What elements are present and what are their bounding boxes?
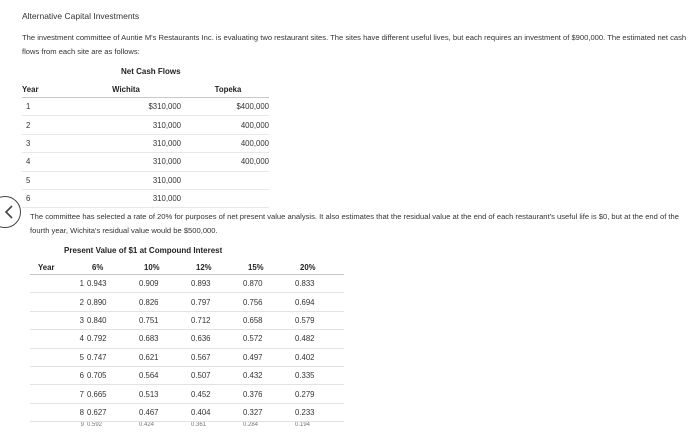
pv-cell-r6: 0.592 (87, 422, 103, 429)
table-row (22, 134, 269, 152)
table-row (30, 275, 344, 293)
pv-cell-r12: 0.507 (188, 366, 240, 384)
pv-header-row (30, 260, 344, 275)
pv-cell-year: 4 (30, 330, 84, 348)
table-row (22, 189, 269, 207)
cf-wichita-cell: 310,000 (71, 189, 181, 207)
cf-year-cell: 5 (22, 171, 71, 189)
table-row (30, 311, 344, 329)
pv-cell-r10: 0.467 (136, 403, 188, 421)
col-year: Year (22, 82, 71, 98)
pv-cell-r12: 0.636 (188, 330, 240, 348)
pv-cell-r6: 0.627 (84, 403, 136, 421)
pv-cell-r20: 0.833 (292, 275, 344, 293)
cash-flows-table (22, 82, 269, 208)
cash-flows-header-row (22, 82, 269, 98)
present-value-table (30, 260, 344, 428)
pv-cell-r6: 0.705 (84, 366, 136, 384)
pv-cell-r20: 0.402 (292, 348, 344, 366)
table-row (30, 366, 344, 384)
pv-cell-r12: 0.567 (188, 348, 240, 366)
pv-cell-r6: 0.890 (84, 293, 136, 311)
pv-cell-year: 7 (30, 385, 84, 403)
pv-cell-r20: 0.233 (292, 403, 344, 421)
cf-topeka-cell: 400,000 (181, 116, 269, 134)
table-row (30, 422, 344, 429)
pv-cell-r12: 0.797 (188, 293, 240, 311)
pv-cell-r20: 0.194 (295, 422, 311, 429)
cf-topeka-cell: 400,000 (181, 153, 269, 171)
pv-cell-r10: 0.909 (136, 275, 188, 293)
pv-cell-r12: 0.361 (191, 422, 207, 429)
pv-cell-r15: 0.376 (240, 385, 292, 403)
pv-cell-year: 8 (30, 403, 84, 421)
pv-cell-r6: 0.943 (84, 275, 136, 293)
pv-cell-r15: 0.432 (240, 366, 292, 384)
table-row (22, 153, 269, 171)
cf-year-cell: 6 (22, 189, 71, 207)
cf-year-cell: 3 (22, 134, 71, 152)
table-row (30, 385, 344, 403)
cf-year-cell: 2 (22, 116, 71, 134)
cf-topeka-cell: 400,000 (181, 134, 269, 152)
table-row (30, 330, 344, 348)
cf-topeka-cell: $400,000 (181, 98, 269, 116)
pv-cell-r20: 0.279 (292, 385, 344, 403)
pv-col-15: 15% (240, 260, 292, 275)
pv-cell-r15: 0.497 (240, 348, 292, 366)
pv-cell-r10: 0.621 (136, 348, 188, 366)
pv-cell-r10: 0.683 (136, 330, 188, 348)
chevron-left-icon (3, 204, 15, 220)
pv-cell-r20: 0.482 (292, 330, 344, 348)
net-cash-flows-header: Net Cash Flows (121, 67, 181, 76)
col-wichita: Wichita (71, 82, 181, 98)
cf-wichita-cell: 310,000 (71, 171, 181, 189)
present-value-header: Present Value of $1 at Compound Interest (64, 246, 223, 255)
table-row (22, 171, 269, 189)
pv-cell-r12: 0.712 (188, 311, 240, 329)
cf-year-cell: 1 (22, 98, 71, 116)
table-row (22, 98, 269, 116)
pv-cell-r10: 0.826 (136, 293, 188, 311)
pv-cell-r6: 0.747 (84, 348, 136, 366)
pv-cell-r15: 0.572 (240, 330, 292, 348)
pv-cell-r10: 0.564 (136, 366, 188, 384)
pv-col-20: 20% (292, 260, 344, 275)
pv-cell-year: 9 (80, 422, 84, 429)
cf-wichita-cell: $310,000 (71, 98, 181, 116)
pv-cell-year: 2 (30, 293, 84, 311)
cf-topeka-cell (181, 171, 269, 189)
pv-cell-r6: 0.840 (84, 311, 136, 329)
rate-paragraph: The committee has selected a rate of 20% for purposes of net present value analysis. It also estimates that the residual value at the end of each restaurant's useful life is $0, but at the end of the fourth year, Wichita's residual value would be $500,000. (30, 212, 679, 235)
pv-cell-r15: 0.327 (240, 403, 292, 421)
pv-cell-r12: 0.452 (188, 385, 240, 403)
cf-year-cell: 4 (22, 153, 71, 171)
pv-cell-year: 1 (30, 275, 84, 293)
table-row (30, 403, 344, 421)
cf-topeka-cell (181, 189, 269, 207)
back-button[interactable] (0, 196, 21, 228)
pv-cell-year: 5 (30, 348, 84, 366)
cf-wichita-cell: 310,000 (71, 134, 181, 152)
pv-cell-r20: 0.694 (292, 293, 344, 311)
pv-cell-r15: 0.756 (240, 293, 292, 311)
pv-cell-r6: 0.665 (84, 385, 136, 403)
pv-cell-year: 6 (30, 366, 84, 384)
pv-cell-r10: 0.751 (136, 311, 188, 329)
table-row (22, 116, 269, 134)
pv-cell-r12: 0.893 (188, 275, 240, 293)
page-title: Alternative Capital Investments (22, 11, 140, 21)
table-row (30, 293, 344, 311)
pv-cell-r6: 0.792 (84, 330, 136, 348)
pv-cell-r10: 0.424 (139, 422, 155, 429)
intro-paragraph: The investment committee of Auntie M's Restaurants Inc. is evaluating two restaurant sites. The sites have different useful lives, but each requires an investment of $900,000. The estimated net cash flows from each site are as follows: (22, 33, 687, 56)
pv-cell-r20: 0.335 (292, 366, 344, 384)
table-row (30, 348, 344, 366)
pv-cell-r20: 0.579 (292, 311, 344, 329)
pv-col-year: Year (30, 260, 84, 275)
cf-wichita-cell: 310,000 (71, 116, 181, 134)
pv-cell-r10: 0.513 (136, 385, 188, 403)
pv-cell-r12: 0.404 (188, 403, 240, 421)
pv-cell-r15: 0.284 (243, 422, 259, 429)
pv-col-12: 12% (188, 260, 240, 275)
cf-wichita-cell: 310,000 (71, 153, 181, 171)
pv-cell-r15: 0.870 (240, 275, 292, 293)
pv-col-10: 10% (136, 260, 188, 275)
pv-cell-year: 3 (30, 311, 84, 329)
col-topeka: Topeka (181, 82, 269, 98)
pv-cell-r15: 0.658 (240, 311, 292, 329)
pv-col-6: 6% (84, 260, 136, 275)
